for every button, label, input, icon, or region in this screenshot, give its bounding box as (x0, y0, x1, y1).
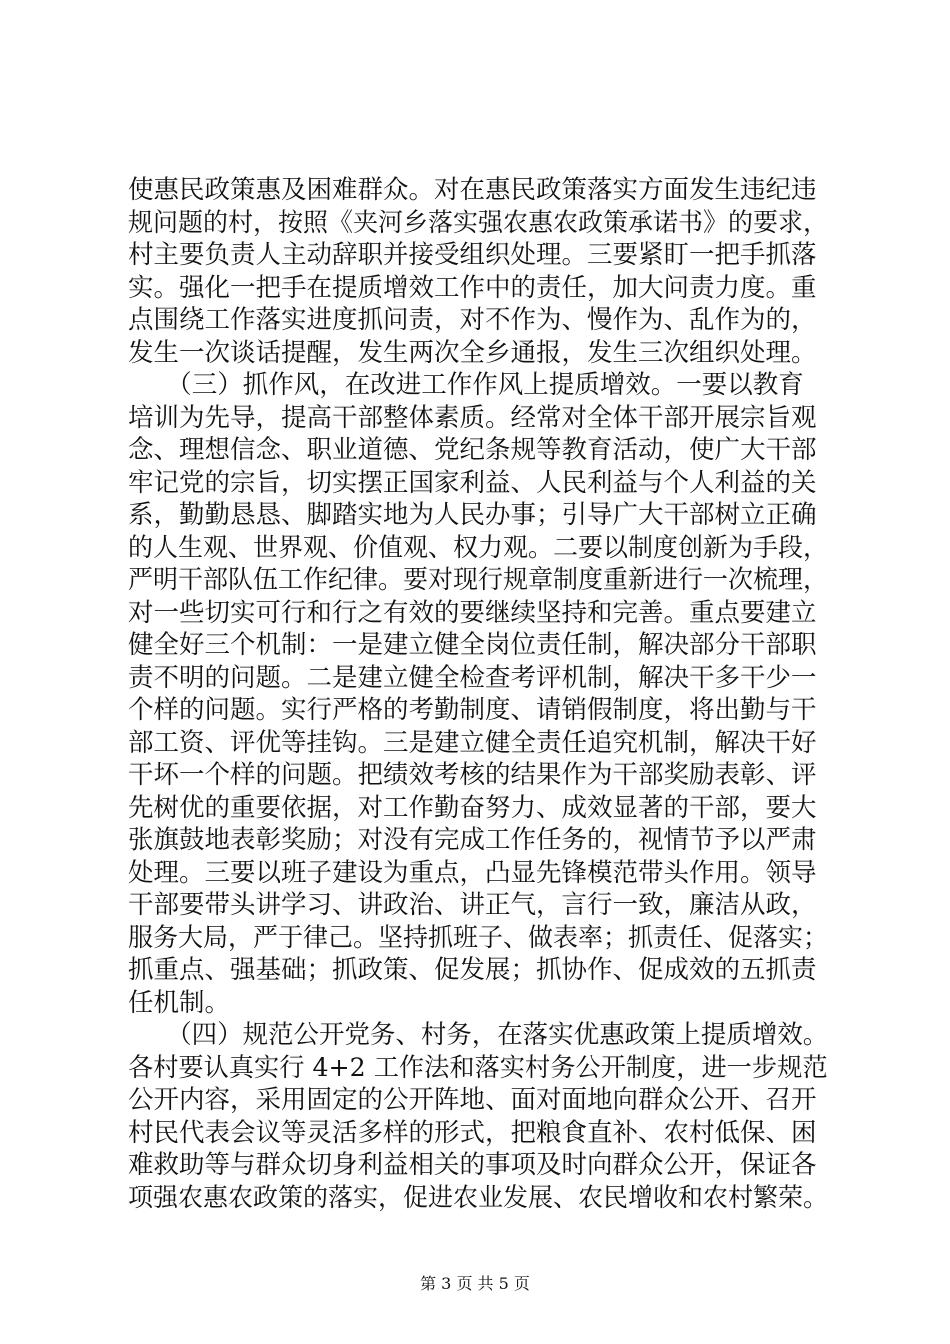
body-text (128, 174, 828, 1214)
text-line: 公开内容，采用固定的公开阵地、面对面地向群众公开、召开 (128, 1085, 817, 1115)
text-line: 部工资、评优等挂钩。三是建立健全责任追究机制，解决干好 (128, 727, 817, 758)
text-line: 个样的问题。实行严格的考勤制度、请销假制度，将出勤与干 (128, 695, 817, 725)
text-line: 难救助等与群众切身利益相关的事项及时向群众公开，保证各 (128, 1150, 817, 1180)
text-line: 各村要认真实行 4+2 工作法和落实村务公开制度，进一步规范 (128, 1052, 828, 1083)
text-line: 张旗鼓地表彰奖励；对没有完成工作任务的，视情节予以严肃 (128, 825, 817, 855)
text-line: 的人生观、世界观、价值观、权力观。二要以制度创新为手段， (128, 532, 829, 563)
text-line: 实。强化一把手在提质增效工作中的责任，加大问责力度。重 (128, 272, 817, 303)
text-line: 对一些切实可行和行之有效的要继续坚持和完善。重点要建立 (128, 597, 817, 628)
text-line: 点围绕工作落实进度抓问责，对不作为、慢作为、乱作为的， (128, 305, 817, 335)
text-line: 服务大局，严于律己。坚持抓班子、做表率；抓责任、促落实； (128, 922, 829, 953)
text-line: 使惠民政策惠及困难群众。对在惠民政策落实方面发生违纪违 (128, 175, 817, 205)
text-line: 村民代表会议等灵活多样的形式，把粮食直补、农村低保、困 (128, 1117, 817, 1148)
text-line: 先树优的重要依据，对工作勤奋努力、成效显著的干部，要大 (128, 792, 817, 823)
text-line: 干部要带头讲学习、讲政治、讲正气，言行一致，廉洁从政， (128, 890, 817, 920)
text-line: 严明干部队伍工作纪律。要对现行规章制度重新进行一次梳理， (128, 565, 829, 595)
text-line: 培训为先导，提高干部整体素质。经常对全体干部开展宗旨观 (128, 402, 817, 433)
text-line: 抓重点、强基础；抓政策、促发展；抓协作、促成效的五抓责 (128, 955, 817, 985)
text-line: 健全好三个机制：一是建立健全岗位责任制，解决部分干部职 (128, 630, 817, 660)
text-line: 任机制。 (128, 987, 231, 1018)
text-line: 村主要负责人主动辞职并接受组织处理。三要紧盯一把手抓落 (128, 240, 817, 270)
text-line: 发生一次谈话提醒，发生两次全乡通报，发生三次组织处理。 (128, 337, 817, 368)
page-footer: 第 3 页 共 5 页 (420, 1274, 530, 1293)
text-line: 责不明的问题。二是建立健全检查考评机制，解决干多干少一 (128, 662, 817, 693)
text-line: 处理。三要以班子建设为重点，凸显先锋模范带头作用。领导 (128, 857, 817, 888)
text-line: 牢记党的宗旨，切实摆正国家利益、人民利益与个人利益的关 (128, 467, 817, 498)
text-line: 项强农惠农政策的落实，促进农业发展、农民增收和农村繁荣。 (128, 1182, 829, 1213)
text-line: （四）规范公开党务、村务，在落实优惠政策上提质增效。 (128, 1020, 829, 1050)
text-line: （三）抓作风，在改进工作作风上提质增效。一要以教育 (128, 370, 804, 400)
text-line: 干坏一个样的问题。把绩效考核的结果作为干部奖励表彰、评 (128, 760, 817, 790)
text-line: 规问题的村，按照《夹河乡落实强农惠农政策承诺书》的要求， (128, 207, 829, 238)
text-line: 念、理想信念、职业道德、党纪条规等教育活动，使广大干部 (128, 435, 817, 465)
text-line: 系，勤勤恳恳、脚踏实地为人民办事；引导广大干部树立正确 (128, 500, 817, 530)
